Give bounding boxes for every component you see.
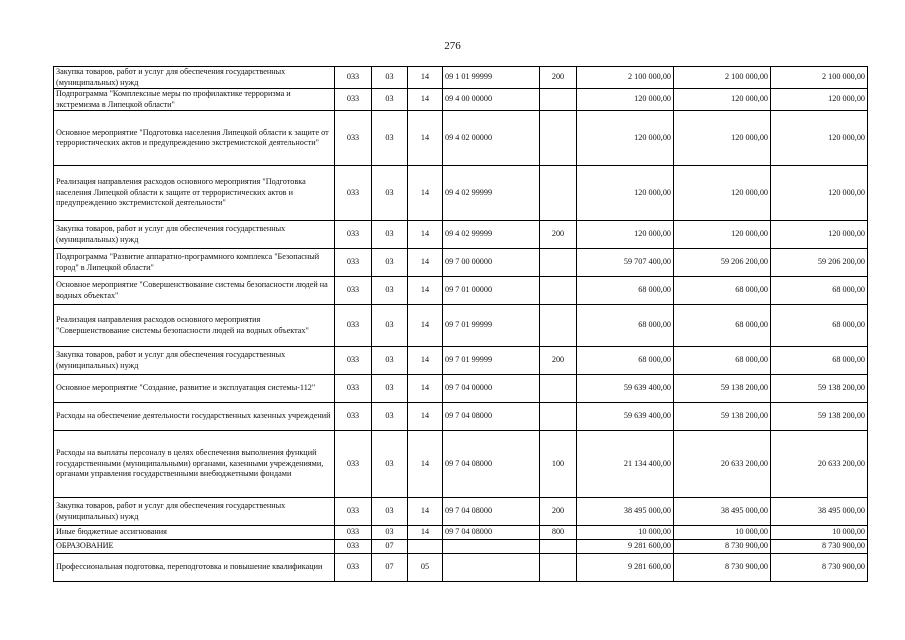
row-amount-3-cell: 120 000,00 bbox=[771, 111, 868, 166]
row-code-cell: 033 bbox=[335, 89, 372, 111]
row-type-cell: 200 bbox=[540, 347, 577, 375]
row-section-cell: 07 bbox=[372, 554, 408, 582]
budget-table bbox=[53, 66, 868, 582]
row-type-cell: 200 bbox=[540, 498, 577, 526]
row-amount-1-cell: 38 495 000,00 bbox=[577, 498, 674, 526]
row-subsection-cell: 14 bbox=[408, 375, 443, 403]
row-type-cell bbox=[540, 166, 577, 221]
row-name-cell: ОБРАЗОВАНИЕ bbox=[54, 540, 335, 554]
row-section-cell: 03 bbox=[372, 166, 408, 221]
row-amount-2-cell: 59 138 200,00 bbox=[674, 375, 771, 403]
table-row bbox=[54, 526, 868, 540]
row-amount-3-cell: 59 206 200,00 bbox=[771, 249, 868, 277]
row-name-cell: Закупка товаров, работ и услуг для обеспечения государственных (муниципальных) нужд bbox=[54, 498, 335, 526]
row-amount-2-cell: 2 100 000,00 bbox=[674, 67, 771, 89]
row-amount-2-cell: 38 495 000,00 bbox=[674, 498, 771, 526]
row-section-cell: 03 bbox=[372, 347, 408, 375]
row-amount-1-cell: 10 000,00 bbox=[577, 526, 674, 540]
row-amount-1-cell: 68 000,00 bbox=[577, 277, 674, 305]
row-amount-1-cell: 120 000,00 bbox=[577, 166, 674, 221]
row-amount-1-cell: 59 639 400,00 bbox=[577, 403, 674, 431]
row-section-cell: 07 bbox=[372, 540, 408, 554]
row-target-cell: 09 7 04 08000 bbox=[443, 526, 540, 540]
row-amount-1-cell: 59 707 400,00 bbox=[577, 249, 674, 277]
table-row bbox=[54, 305, 868, 347]
table-row bbox=[54, 540, 868, 554]
row-type-cell bbox=[540, 375, 577, 403]
row-subsection-cell: 14 bbox=[408, 111, 443, 166]
row-name-cell: Реализация направления расходов основного мероприятия "Подготовка населения Липецкой области к защите от террористических актов и предупреждению экстремистской деятельности" bbox=[54, 166, 335, 221]
row-name-cell: Расходы на обеспечение деятельности государственных казенных учреждений bbox=[54, 403, 335, 431]
row-target-cell: 09 7 01 00000 bbox=[443, 277, 540, 305]
row-amount-2-cell: 120 000,00 bbox=[674, 111, 771, 166]
row-name-cell: Основное мероприятие "Создание, развитие и эксплуатация системы-112" bbox=[54, 375, 335, 403]
row-type-cell bbox=[540, 554, 577, 582]
row-amount-1-cell: 120 000,00 bbox=[577, 111, 674, 166]
row-target-cell: 09 7 04 00000 bbox=[443, 375, 540, 403]
table-row bbox=[54, 111, 868, 166]
row-section-cell: 03 bbox=[372, 111, 408, 166]
table-row bbox=[54, 277, 868, 305]
row-type-cell bbox=[540, 249, 577, 277]
row-name-cell: Реализация направления расходов основного мероприятия "Совершенствование системы безопасности людей на водных объектах" bbox=[54, 305, 335, 347]
row-name-cell: Закупка товаров, работ и услуг для обеспечения государственных (муниципальных) нужд bbox=[54, 221, 335, 249]
row-subsection-cell: 14 bbox=[408, 498, 443, 526]
row-amount-3-cell: 10 000,00 bbox=[771, 526, 868, 540]
row-code-cell: 033 bbox=[335, 277, 372, 305]
row-target-cell: 09 4 00 00000 bbox=[443, 89, 540, 111]
row-section-cell: 03 bbox=[372, 403, 408, 431]
row-code-cell: 033 bbox=[335, 375, 372, 403]
row-subsection-cell: 14 bbox=[408, 347, 443, 375]
row-amount-2-cell: 10 000,00 bbox=[674, 526, 771, 540]
row-amount-2-cell: 120 000,00 bbox=[674, 166, 771, 221]
row-subsection-cell: 14 bbox=[408, 166, 443, 221]
row-target-cell: 09 7 04 08000 bbox=[443, 498, 540, 526]
row-type-cell: 100 bbox=[540, 431, 577, 498]
row-amount-2-cell: 68 000,00 bbox=[674, 305, 771, 347]
row-subsection-cell: 05 bbox=[408, 554, 443, 582]
table-row bbox=[54, 347, 868, 375]
row-target-cell: 09 7 01 99999 bbox=[443, 347, 540, 375]
row-subsection-cell: 14 bbox=[408, 431, 443, 498]
row-type-cell bbox=[540, 403, 577, 431]
table-row bbox=[54, 89, 868, 111]
row-code-cell: 033 bbox=[335, 249, 372, 277]
row-amount-3-cell: 59 138 200,00 bbox=[771, 375, 868, 403]
row-code-cell: 033 bbox=[335, 498, 372, 526]
row-type-cell: 800 bbox=[540, 526, 577, 540]
row-type-cell bbox=[540, 89, 577, 111]
table-row bbox=[54, 554, 868, 582]
row-amount-1-cell: 120 000,00 bbox=[577, 221, 674, 249]
row-amount-3-cell: 120 000,00 bbox=[771, 221, 868, 249]
table-row bbox=[54, 431, 868, 498]
row-name-cell: Основное мероприятие "Подготовка населения Липецкой области к защите от террористических актов и предупреждению экстремистской деятельности" bbox=[54, 111, 335, 166]
row-amount-3-cell: 68 000,00 bbox=[771, 305, 868, 347]
row-name-cell: Подпрограмма "Развитие аппаратно-программного комплекса "Безопасный город" в Липецкой области" bbox=[54, 249, 335, 277]
row-amount-2-cell: 59 138 200,00 bbox=[674, 403, 771, 431]
row-amount-2-cell: 8 730 900,00 bbox=[674, 540, 771, 554]
row-target-cell: 09 1 01 99999 bbox=[443, 67, 540, 89]
row-code-cell: 033 bbox=[335, 540, 372, 554]
row-subsection-cell: 14 bbox=[408, 67, 443, 89]
row-code-cell: 033 bbox=[335, 431, 372, 498]
row-section-cell: 03 bbox=[372, 221, 408, 249]
row-amount-2-cell: 8 730 900,00 bbox=[674, 554, 771, 582]
row-amount-1-cell: 9 281 600,00 bbox=[577, 540, 674, 554]
row-code-cell: 033 bbox=[335, 347, 372, 375]
row-name-cell: Подпрограмма "Комплексные меры по профилактике терроризма и экстремизма в Липецкой области" bbox=[54, 89, 335, 111]
table-row bbox=[54, 249, 868, 277]
row-type-cell bbox=[540, 111, 577, 166]
row-code-cell: 033 bbox=[335, 166, 372, 221]
row-section-cell: 03 bbox=[372, 431, 408, 498]
row-subsection-cell: 14 bbox=[408, 89, 443, 111]
row-amount-2-cell: 120 000,00 bbox=[674, 221, 771, 249]
row-subsection-cell: 14 bbox=[408, 403, 443, 431]
row-amount-2-cell: 20 633 200,00 bbox=[674, 431, 771, 498]
row-target-cell: 09 4 02 99999 bbox=[443, 221, 540, 249]
row-section-cell: 03 bbox=[372, 305, 408, 347]
row-target-cell: 09 7 04 08000 bbox=[443, 403, 540, 431]
row-target-cell: 09 4 02 99999 bbox=[443, 166, 540, 221]
row-section-cell: 03 bbox=[372, 375, 408, 403]
row-section-cell: 03 bbox=[372, 67, 408, 89]
row-amount-2-cell: 59 206 200,00 bbox=[674, 249, 771, 277]
row-section-cell: 03 bbox=[372, 498, 408, 526]
table-row bbox=[54, 67, 868, 89]
row-code-cell: 033 bbox=[335, 403, 372, 431]
row-name-cell: Закупка товаров, работ и услуг для обеспечения государственных (муниципальных) нужд bbox=[54, 347, 335, 375]
row-subsection-cell bbox=[408, 540, 443, 554]
row-amount-2-cell: 68 000,00 bbox=[674, 347, 771, 375]
row-amount-3-cell: 68 000,00 bbox=[771, 277, 868, 305]
row-type-cell: 200 bbox=[540, 221, 577, 249]
row-amount-1-cell: 120 000,00 bbox=[577, 89, 674, 111]
row-target-cell: 09 7 04 08000 bbox=[443, 431, 540, 498]
row-target-cell: 09 7 00 00000 bbox=[443, 249, 540, 277]
row-code-cell: 033 bbox=[335, 554, 372, 582]
row-amount-2-cell: 120 000,00 bbox=[674, 89, 771, 111]
row-amount-3-cell: 59 138 200,00 bbox=[771, 403, 868, 431]
row-name-cell: Профессиональная подготовка, переподготовка и повышение квалификации bbox=[54, 554, 335, 582]
row-code-cell: 033 bbox=[335, 221, 372, 249]
row-subsection-cell: 14 bbox=[408, 249, 443, 277]
row-amount-3-cell: 8 730 900,00 bbox=[771, 540, 868, 554]
table-row bbox=[54, 375, 868, 403]
row-subsection-cell: 14 bbox=[408, 305, 443, 347]
row-type-cell bbox=[540, 277, 577, 305]
row-amount-1-cell: 59 639 400,00 bbox=[577, 375, 674, 403]
row-amount-1-cell: 68 000,00 bbox=[577, 305, 674, 347]
row-amount-3-cell: 2 100 000,00 bbox=[771, 67, 868, 89]
row-amount-1-cell: 68 000,00 bbox=[577, 347, 674, 375]
row-code-cell: 033 bbox=[335, 111, 372, 166]
row-name-cell: Расходы на выплаты персоналу в целях обеспечения выполнения функций государственными (муниципальными) органами, казенными учреждениями, органами управления государственными внебюджетными фондами bbox=[54, 431, 335, 498]
row-amount-1-cell: 2 100 000,00 bbox=[577, 67, 674, 89]
row-amount-3-cell: 120 000,00 bbox=[771, 166, 868, 221]
row-section-cell: 03 bbox=[372, 526, 408, 540]
row-section-cell: 03 bbox=[372, 277, 408, 305]
row-subsection-cell: 14 bbox=[408, 277, 443, 305]
row-amount-3-cell: 20 633 200,00 bbox=[771, 431, 868, 498]
row-name-cell: Основное мероприятие "Совершенствование системы безопасности людей на водных объектах" bbox=[54, 277, 335, 305]
row-amount-2-cell: 68 000,00 bbox=[674, 277, 771, 305]
row-type-cell bbox=[540, 305, 577, 347]
row-amount-1-cell: 9 281 600,00 bbox=[577, 554, 674, 582]
row-code-cell: 033 bbox=[335, 526, 372, 540]
row-code-cell: 033 bbox=[335, 67, 372, 89]
table-row bbox=[54, 221, 868, 249]
row-target-cell: 09 4 02 00000 bbox=[443, 111, 540, 166]
row-type-cell bbox=[540, 540, 577, 554]
row-subsection-cell: 14 bbox=[408, 526, 443, 540]
row-amount-3-cell: 120 000,00 bbox=[771, 89, 868, 111]
table-row bbox=[54, 403, 868, 431]
row-code-cell: 033 bbox=[335, 305, 372, 347]
row-amount-3-cell: 38 495 000,00 bbox=[771, 498, 868, 526]
row-amount-3-cell: 68 000,00 bbox=[771, 347, 868, 375]
row-amount-3-cell: 8 730 900,00 bbox=[771, 554, 868, 582]
row-name-cell: Закупка товаров, работ и услуг для обеспечения государственных (муниципальных) нужд bbox=[54, 67, 335, 89]
row-target-cell: 09 7 01 99999 bbox=[443, 305, 540, 347]
row-amount-1-cell: 21 134 400,00 bbox=[577, 431, 674, 498]
page-number: 276 bbox=[444, 40, 461, 52]
row-subsection-cell: 14 bbox=[408, 221, 443, 249]
row-section-cell: 03 bbox=[372, 249, 408, 277]
row-target-cell bbox=[443, 540, 540, 554]
row-target-cell bbox=[443, 554, 540, 582]
row-name-cell: Иные бюджетные ассигнования bbox=[54, 526, 335, 540]
row-section-cell: 03 bbox=[372, 89, 408, 111]
table-row bbox=[54, 166, 868, 221]
row-type-cell: 200 bbox=[540, 67, 577, 89]
budget-table-body bbox=[54, 67, 868, 582]
table-row bbox=[54, 498, 868, 526]
